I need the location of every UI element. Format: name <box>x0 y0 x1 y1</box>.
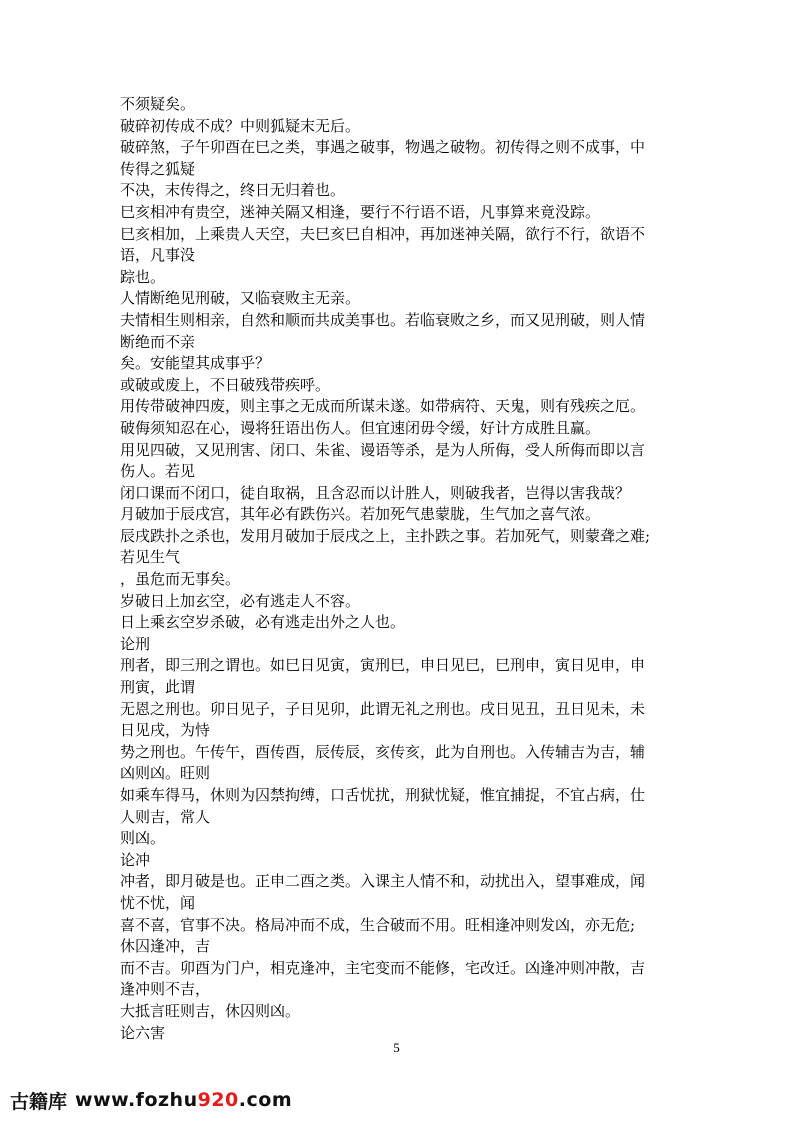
text-line: 或破或废上，不日破残带疾呼。 <box>120 375 331 394</box>
text-line: 喜不喜，官事不决。格局冲而不成，生合破而不用。旺相逢冲则发凶，亦无危; <box>120 915 636 934</box>
text-line: 不决，末传得之，终日无归着也。 <box>120 181 346 200</box>
text-line: 不须疑矣。 <box>120 95 196 113</box>
watermark-url-end: .com <box>238 1089 293 1111</box>
text-line: 用传带破神四废，则主事之无成而所谋未遂。如带病符、天鬼，则有残疾之厄。 <box>120 397 646 416</box>
text-line: 用见四破，又见刑害、闭口、朱雀、谩语等杀，是为人所侮，受人所侮而即以言 <box>120 440 646 459</box>
text-line: 人情断绝见刑破，又临衰败主无亲。 <box>120 289 361 308</box>
text-line: 矣。安能望其成事乎？ <box>120 354 271 373</box>
page-number: 5 <box>393 1040 400 1055</box>
text-line: 伤人。若见 <box>120 462 196 481</box>
text-line: 论冲 <box>120 850 151 869</box>
text-line: 破碎初传成不成？中则狐疑末无后。 <box>120 116 361 135</box>
text-line: 冲者，即月破是也。正申二酉之类。入课主人情不和，动扰出入，望事难成，闻 <box>120 872 646 891</box>
text-line: 岁破日上加玄空，必有逃走人不容。 <box>120 591 361 610</box>
text-line: 日见戌，为恃 <box>120 721 211 740</box>
text-line: 踪也。 <box>120 267 166 286</box>
text-line: 休囚逢冲，吉 <box>120 937 211 956</box>
watermark-url-accent: 920 <box>197 1089 239 1111</box>
document-body <box>120 94 680 1044</box>
text-line: 日上乘玄空岁杀破，必有逃走出外之人也。 <box>120 613 406 632</box>
text-line: 势之刑也。午传午，酉传酉，辰传辰，亥传亥，此为自刑也。入传辅吉为吉，辅 <box>120 742 646 761</box>
text-line: 大抵言旺则吉，休囚则凶。 <box>120 1001 301 1020</box>
text-line: 闭口课而不闭口，徒自取祸，且含忍而以计胜人，则破我者，岂得以害我哉？ <box>120 483 631 502</box>
watermark-url <box>75 1089 292 1111</box>
text-line: 语，凡事没 <box>120 246 196 265</box>
watermark-url-start: www.fozhu <box>75 1089 198 1111</box>
text-line: 刑者，即三刑之谓也。如巳日见寅，寅刑巳，申日见巳，巳刑申，寅日见申，申 <box>120 656 646 675</box>
text-line: 忧不忧，闻 <box>120 893 196 912</box>
text-line: 如乘车得马，休则为囚禁拘缚，口舌忧扰，刑狱忧疑，惟宜捕捉，不宜占病，仕 <box>120 786 646 804</box>
text-line: 逢冲则不吉， <box>120 980 211 999</box>
text-line: 巳亥相加，上乘贵人天空，夫巳亥巳自相冲，再加迷神关隔，欲行不行，欲语不 <box>120 224 646 243</box>
text-line: 人则吉，常人 <box>120 807 211 826</box>
watermark-logo <box>0 1078 793 1122</box>
text-line: ，虽危而无事矣。 <box>120 570 241 589</box>
text-line: 巳亥相冲有贵空，迷神关隔又相逢，要行不行语不语，凡事算来竟没踪。 <box>120 202 601 221</box>
text-line: 破碎煞，子午卯酉在巳之类，事遇之破事，物遇之破物。初传得之则不成事，中 <box>120 138 646 157</box>
text-line: 夫情相生则相亲，自然和顺而共成美事也。若临衰败之乡，而又见刑破，则人情 <box>120 310 646 329</box>
text-line: 传得之狐疑 <box>120 159 196 178</box>
text-line: 无恩之刑也。卯日见子，子日见卯，此谓无礼之刑也。戌日见丑，丑日见未，未 <box>120 699 646 718</box>
text-line: 断绝而不亲 <box>120 332 196 351</box>
text-line: 凶则凶。旺则 <box>120 764 211 783</box>
text-line: 而不吉。卯酉为门户，相克逢冲，主宅变而不能修，宅改迁。凶逢冲则冲散，吉 <box>120 958 646 977</box>
text-line: 刑寅，此谓 <box>120 678 196 697</box>
text-line: 论刑 <box>120 634 151 653</box>
text-line: 破侮须知忍在心，谩将狂语出伤人。但宜速闭毋令缓，好计方成胜且赢。 <box>120 418 601 437</box>
watermark-prefix: 古籍库 <box>10 1090 68 1113</box>
text-line: 月破加于辰戌宫，其年必有跌伤兴。若加死气患蒙胧，生气加之喜气浓。 <box>120 505 601 524</box>
text-line: 论六害 <box>120 1023 166 1042</box>
text-line: 若见生气 <box>120 548 181 567</box>
text-line: 则凶。 <box>120 829 166 848</box>
text-line: 辰戌跌扑之杀也，发用月破加于辰戌之上，主扑跌之事。若加死气，则蒙聋之难; <box>120 526 651 545</box>
